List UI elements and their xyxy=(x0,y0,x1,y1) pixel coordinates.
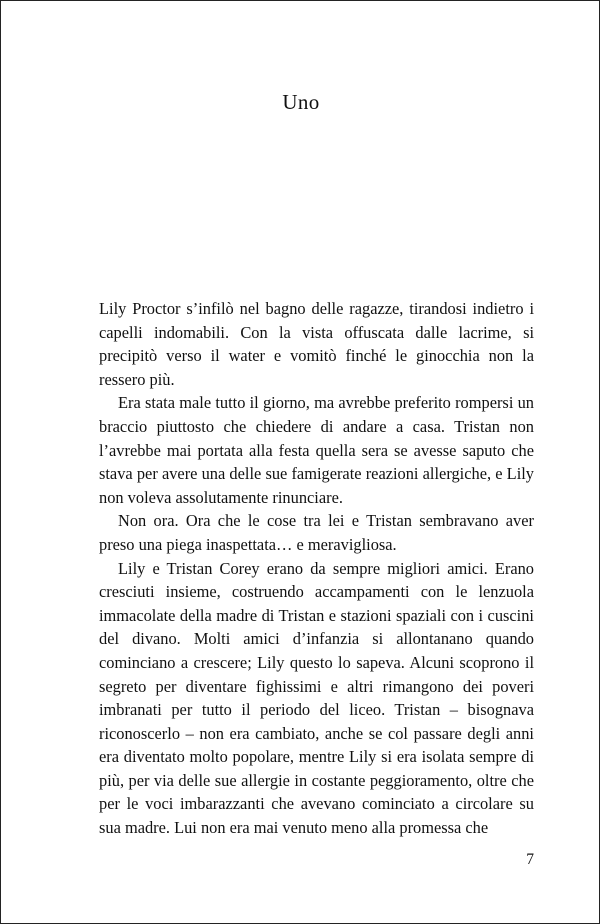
paragraph: Lily e Tristan Corey erano da sempre migliori amici. Erano cresciuti insieme, costruendo accampamenti con le lenzuola immacolate della madre di Tristan e stazioni spaziali con i cuscini del divano. Molti amici d’infanzia si allontanano quando cominciano a crescere; Lily questo lo sapeva. Alcuni scoprono il segreto per diventare fighissimi e altri rimangono dei poveri imbranati per tutto il periodo del liceo. Tristan – bisognava riconoscerlo – non era cambiato, anche se col passare degli anni era diventato molto popolare, mentre Lily si era isolata sempre di più, per via delle sue allergie in costante peggioramento, oltre che per le voci imbarazzanti che avevano cominciato a circolare su sua madre. Lui non era mai venuto meno alla promessa che xyxy=(99,558,534,838)
paragraph: Non ora. Ora che le cose tra lei e Tristan sembravano aver preso una piega inaspettata… e meravigliosa. xyxy=(99,511,534,554)
page-number: 7 xyxy=(526,851,534,868)
body-text xyxy=(99,297,534,840)
paragraph: Era stata male tutto il giorno, ma avrebbe preferito rompersi un braccio piuttosto che chiedere di andare a casa. Tristan non l’avrebbe mai portata alla festa quella sera se avesse saputo che stava per avere una delle sue famigerate reazioni allergiche, e Lily non voleva assolutamente rinunciare. xyxy=(99,393,534,507)
paragraph: Lily Proctor s’infilò nel bagno delle ragazze, tirandosi indietro i capelli indomabili. Con la vista offuscata dalle lacrime, si precipitò verso il water e vomitò finché le ginocchia non la ressero più. xyxy=(99,299,534,389)
chapter-title: Uno xyxy=(282,90,320,114)
